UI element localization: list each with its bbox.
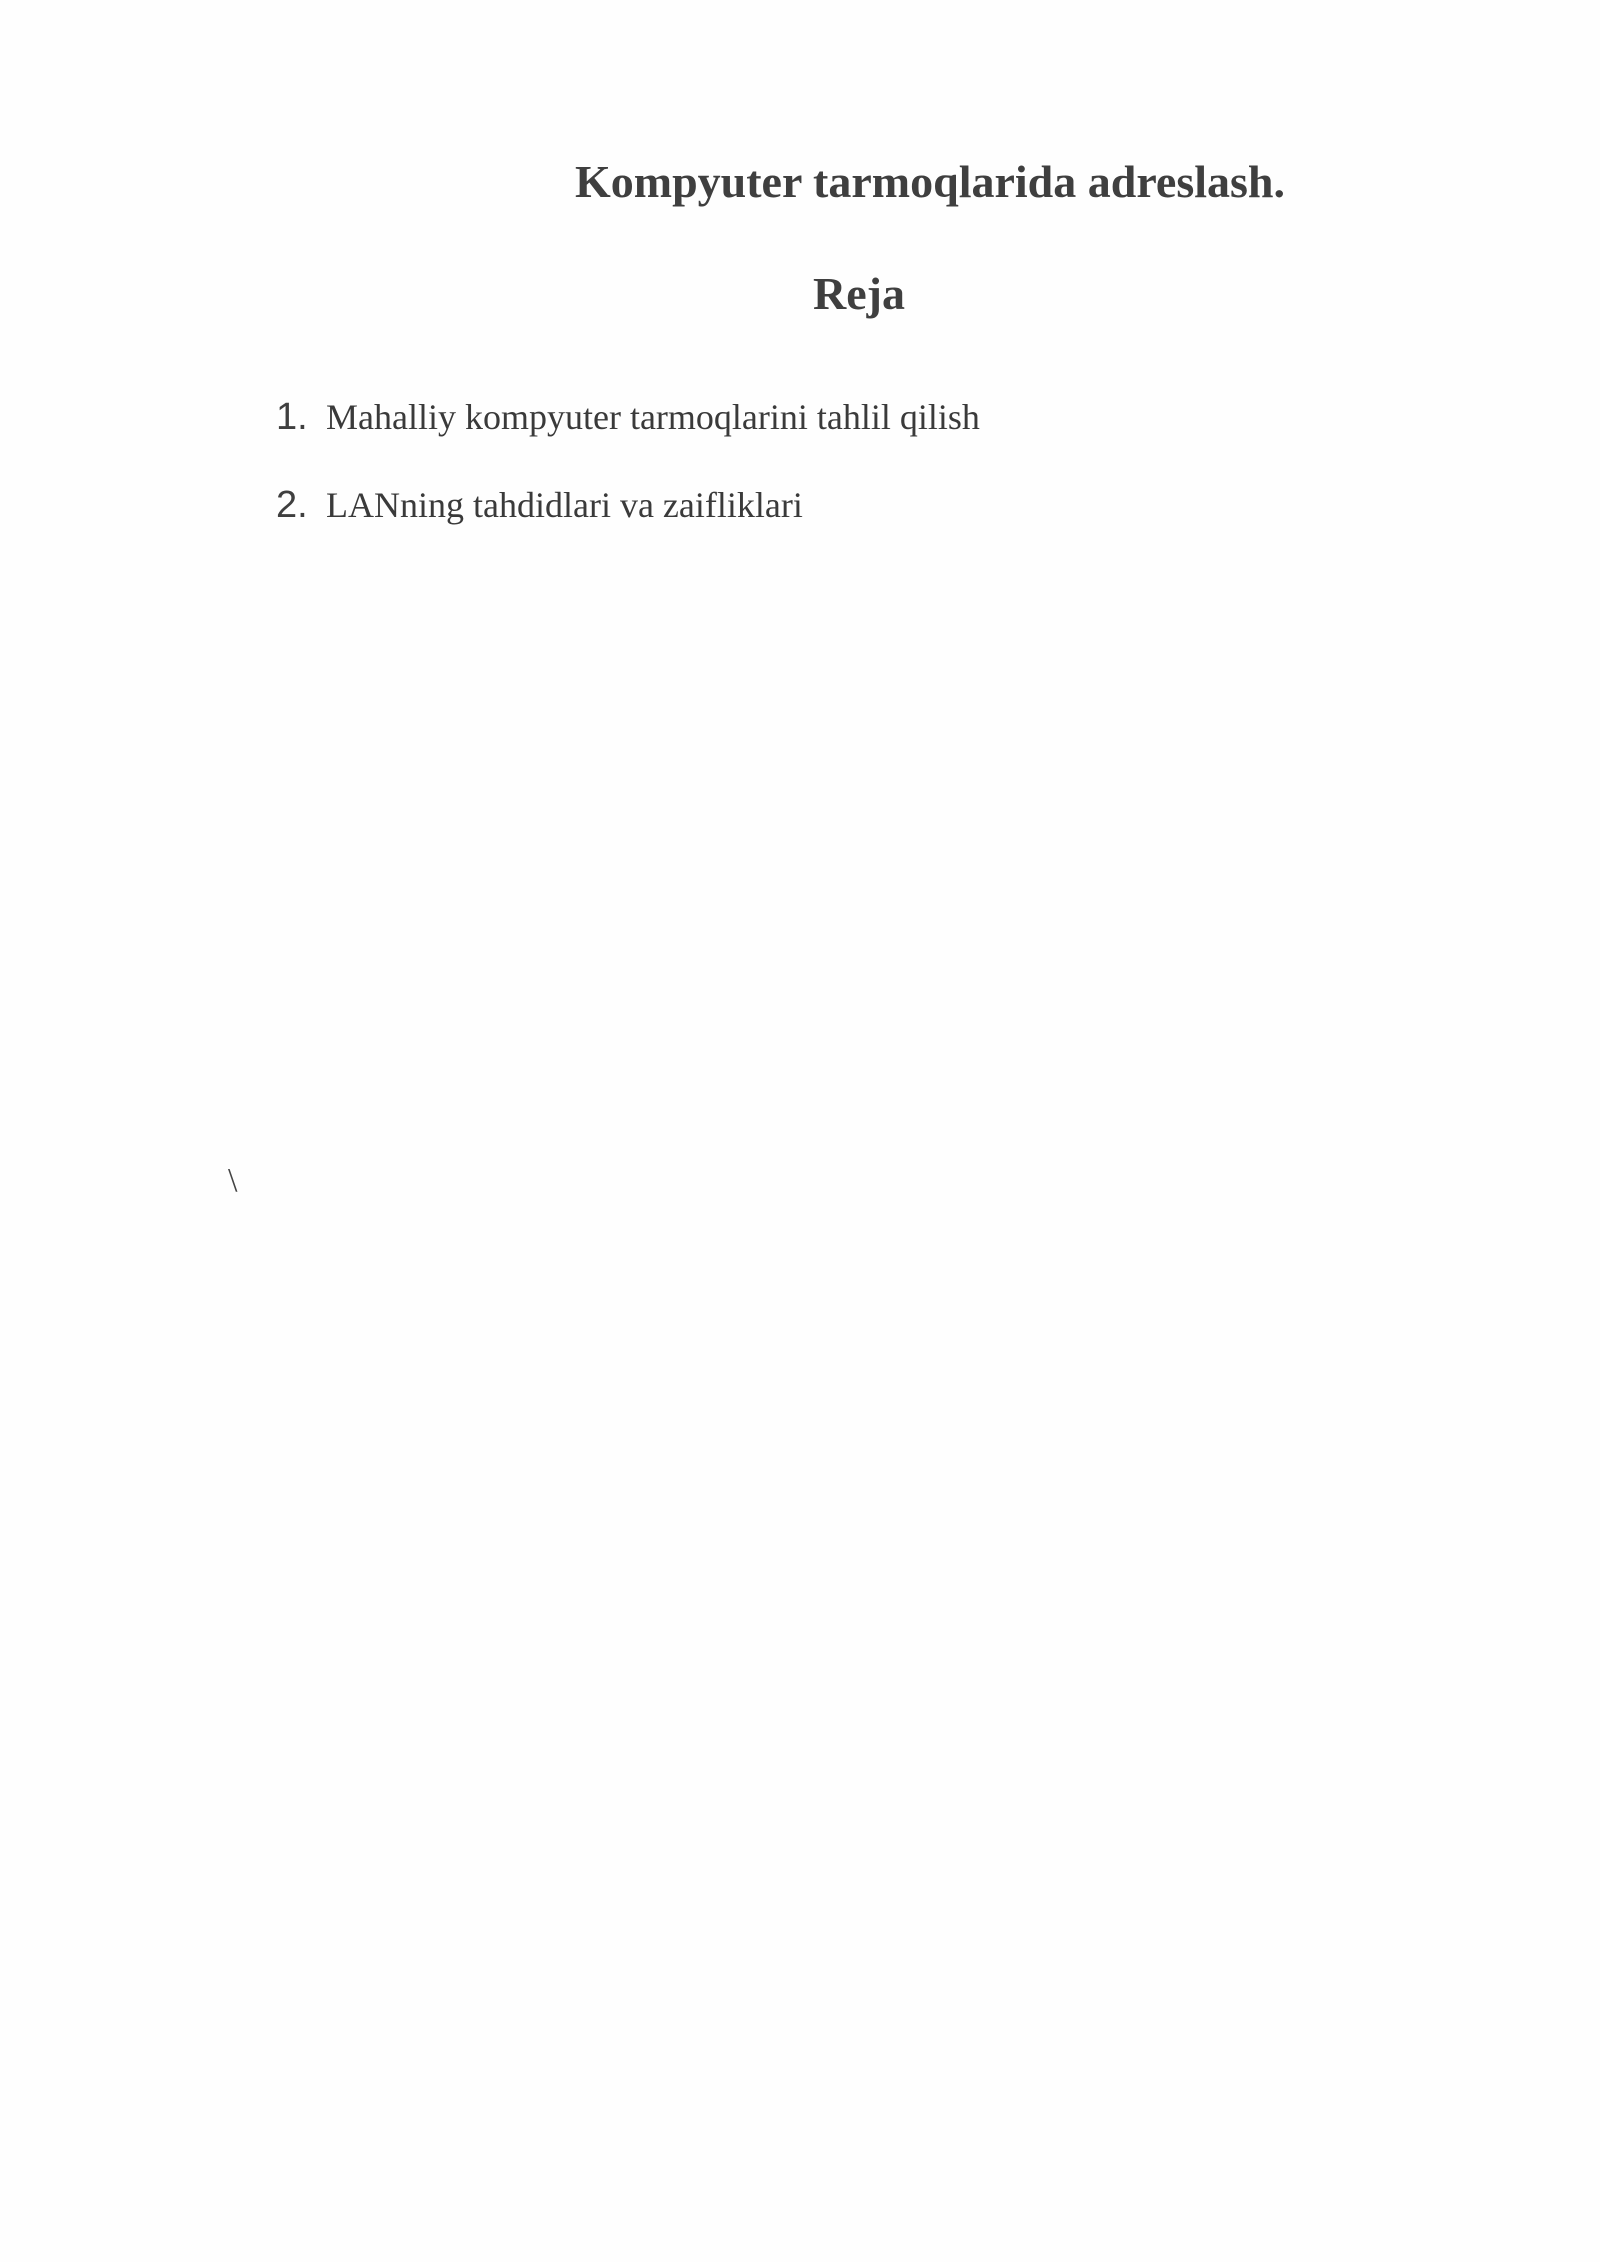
- list-item: [276, 484, 980, 572]
- list-item-text: LANning tahdidlari va zaifliklari: [326, 485, 803, 525]
- plan-list: [276, 396, 980, 572]
- stray-backslash-mark: \: [228, 1162, 238, 1199]
- list-item-text: Mahalliy kompyuter tarmoqlarini tahlil qilish: [326, 397, 980, 437]
- document-title: Kompyuter tarmoqlarida adreslash.: [574, 156, 1286, 207]
- list-item-number: 2.: [276, 484, 308, 526]
- list-item-number: 1.: [276, 396, 308, 438]
- list-item: [276, 396, 980, 484]
- plan-heading: Reja: [813, 268, 905, 319]
